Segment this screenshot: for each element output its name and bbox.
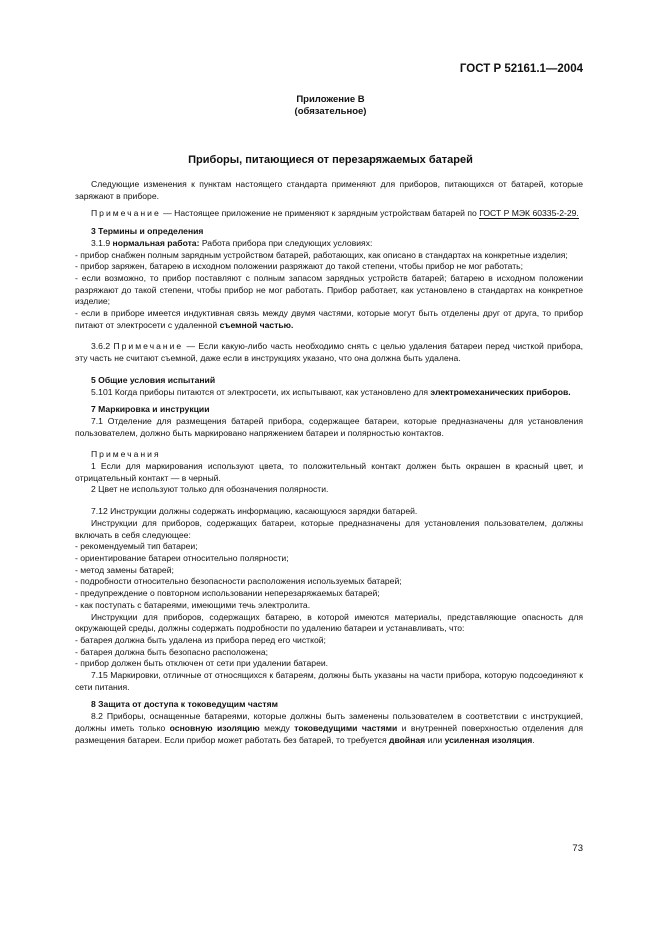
list-item: - батарея должна быть удалена из прибора перед его чисткой; — [75, 634, 326, 645]
notes-label: Примечания — [91, 449, 161, 460]
section-5-heading: 5 Общие условия испытаний — [91, 374, 216, 385]
clause-7-12: 7.12 Инструкции должны содержать информацию, касающуюся зарядки батарей. — [91, 506, 418, 517]
list-item: - прибор снабжен полным зарядным устройством батарей, работающих, как описано в стандартах на конкретные изделия; — [75, 249, 568, 260]
clause-7-1: 7.1 Отделение для размещения батарей прибора, содержащее батареи, которые предназначены для установления пользователем, должно быть маркировано напряжением батареи и полярностью контактов. — [75, 415, 583, 438]
document-body — [75, 179, 583, 746]
clause-term: двойная — [389, 734, 426, 745]
list-item: - рекомендуемый тип батареи; — [75, 541, 198, 552]
clause-term: нормальная работа: — [112, 237, 200, 248]
clause-text: — Если какую-либо часть необходимо снять с целью удаления батареи перед чисткой прибора, эту часть не считают съемной, даже если в инструкциях указано, что она должна быть удалена. — [75, 341, 583, 364]
clause-term: токоведущими частями — [294, 722, 398, 733]
clause-number: 3.1.9 — [91, 237, 113, 248]
clause-7-12-b: Инструкции для приборов, содержащих батареи, которые предназначены для установления пользователем, должны включать в себя следующее: — [75, 517, 583, 540]
clause-3-1-9 — [75, 238, 583, 250]
section-3-heading: 3 Термины и определения — [91, 226, 204, 237]
note-reference: ГОСТ Р МЭК 60335-2-29. — [479, 208, 579, 219]
clause-text: 8.2 Приборы, оснащенные батареями, которые должны быть заменены пользователем в соответствии с инструкцией, должны иметь только — [75, 711, 583, 733]
page-number: 73 — [572, 843, 583, 854]
list-item: - батарея должна быть безопасно расположена; — [75, 646, 268, 657]
clause-3-6-2 — [75, 341, 583, 364]
list-item: - прибор заряжен, батарею в исходном положении разряжают до такой степени, чтобы прибор не мог работать; — [75, 261, 524, 272]
clause-term: основную изоляцию — [169, 722, 260, 733]
clause-7-15: 7.15 Маркировки, отличные от относящихся к батареям, должны быть указаны на части прибора, которую подсоединяют к сети питания. — [75, 670, 583, 692]
list-item: - подробности относительно безопасности расположения используемых батарей; — [75, 576, 402, 587]
clause-5-101 — [75, 387, 583, 399]
clause-text: между — [259, 722, 295, 733]
clause-text: . — [532, 734, 535, 745]
section-8-heading: 8 Защита от доступа к токоведущим частям — [91, 699, 278, 710]
clause-number: 3.6.2 — [91, 341, 114, 352]
clause-text: 5.101 Когда приборы питаются от электросети, их испытывают, как установлено для — [91, 386, 431, 397]
note-paragraph — [75, 208, 583, 220]
standard-header: ГОСТ Р 52161.1—2004 — [459, 63, 583, 75]
clause-8-2 — [75, 711, 583, 746]
annex-subtitle: (обязательное) — [294, 106, 367, 117]
note-label: Примечание — [91, 208, 161, 219]
annex-heading — [0, 94, 661, 118]
list-item: - ориентирование батареи относительно полярности; — [75, 552, 289, 563]
clause-text: или — [425, 734, 445, 745]
clause-text: Работа прибора при следующих условиях: — [199, 237, 373, 248]
section-7-heading: 7 Маркировка и инструкции — [91, 404, 210, 415]
note-text: — Настоящее приложение не применяют к зарядным устройствам батарей по — [160, 208, 480, 219]
note-label: Примечание — [113, 341, 184, 352]
list-item — [75, 308, 583, 331]
note-item: 1 Если для маркирования используют цвета, то положительный контакт должен быть окрашен в красный цвет, и отрицательный контакт — в черный. — [75, 461, 583, 483]
clause-7-12-c: Инструкции для приборов, содержащих батарею, в которой имеются материалы, представляющие опасность для окружающей среды, должны содержать подробности по удалению батареи и устанавливать, что: — [75, 611, 583, 634]
intro-paragraph: Следующие изменения к пунктам настоящего стандарта применяют для приборов, питающихся от батарей, которые заряжают в приборе. — [75, 179, 583, 201]
clause-term: усиленная изоляция — [444, 734, 533, 745]
page-title: Приборы, питающиеся от перезаряжаемых батарей — [188, 154, 473, 166]
list-item: - если возможно, то прибор поставляют с полным запасом зарядных устройств батарей; батарею в исходном положении разряжают до такой степени, чтобы прибор не мог работать. Прибор работает, как установлено в стандартах на конкретное изделие; — [75, 272, 583, 307]
list-item: - прибор должен быть отключен от сети при удалении батареи. — [75, 658, 329, 669]
list-item: - предупреждение о повторном использовании неперезаряжаемых батарей; — [75, 588, 380, 599]
list-item-text: - если в приборе имеется индуктивная связь между двумя частями, которые могут быть отделены друг от друга, то прибор питают от электросети с удаленной — [75, 308, 583, 330]
list-item: - метод замены батарей; — [75, 564, 174, 575]
list-item-term: съемной частью. — [219, 319, 294, 330]
annex-title: Приложение В — [296, 94, 365, 105]
clause-text: и внутренней поверхностью отделения для размещения батареи. Если прибор может работать без батарей, то требуется — [75, 722, 584, 745]
list-item: - как поступать с батареями, имеющими течь электролита. — [75, 599, 311, 610]
clause-term: электромеханических приборов. — [430, 386, 571, 397]
note-item: 2 Цвет не используют только для обозначения полярности. — [91, 484, 329, 495]
